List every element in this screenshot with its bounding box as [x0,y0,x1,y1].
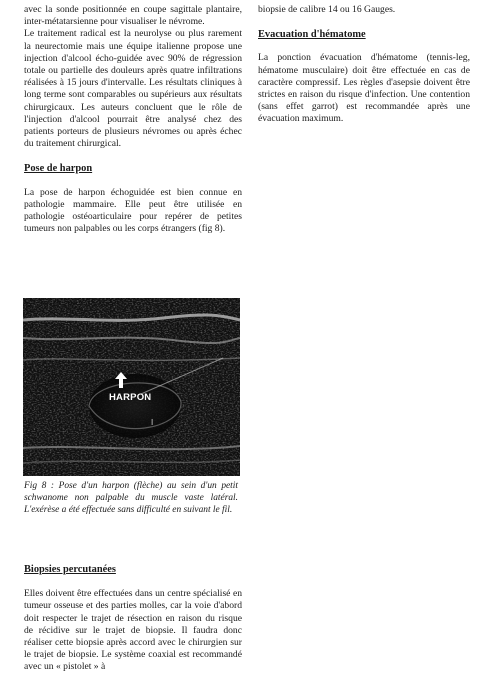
right-column [258,4,470,126]
harpon-label: HARPON [109,392,152,403]
section-heading-biopsies: Biopsies percutanées [24,564,116,575]
figure-caption: Fig 8 : Pose d'un harpon (flèche) au sein d'un petit schwanome non palpable du muscle vaste latéral. L'exérèse a été effectuée sans difficulté en suivant le fil. [24,481,238,515]
intro-paragraph: avec la sonde positionnée en coupe sagittale plantaire, inter-métatarsienne pour visualiser le névrome. [24,4,242,28]
biopsies-paragraph: Elles doivent être effectuées dans un centre spécialisé en tumeur osseuse et des parties molles, car la voie d'abord doit respecter le trajet de résection en raison du risque de récidive sur le trajet de biopsie. Il faudra donc réaliser cette biopsie après accord avec le chirurgien sur le trajet de biopsie. Le système coaxial est recommandé avec un « pistolet » à [24,588,242,673]
harpon-paragraph: La pose de harpon échoguidée est bien connue en pathologie mammaire. Elle peut être utilisée en pathologie ostéoarticulaire pour repérer de petites tumeurs non palpables ou les corps étrangers (fig 8). [24,186,242,235]
ultrasound-figure [23,298,240,476]
left-column [24,4,242,235]
hematome-paragraph: La ponction évacuation d'hématome (tennis-leg, hématome musculaire) doit être effectuée en cas de caractère compressif. Les règles d'asepsie doivent être strictes en raison du risque d'infection. Une contention (sans effet garrot) est recommandée après une évacuation maximum. [258,52,470,125]
section-heading-harpon: Pose de harpon [24,163,93,175]
ultrasound-image [23,298,240,476]
treatment-paragraph: Le traitement radical est la neurolyse ou plus rarement la neurectomie mais une équipe italienne propose une injection d'alcool écho-guidée avec 90% de régression totale ou partielle des douleurs après quatre infiltrations réalisées à 15 jours d'intervalle. Les résultats cliniques à long terme sont comparables ou supérieurs aux résultats chirurgicaux. Les auteurs concluent que le rôle de l'injection d'alcool pourrait être analysé chez des patients porteurs de plusieurs névromes ou après échec du traitement chirurgical. [24,28,242,150]
continuation-paragraph: biopsie de calibre 14 ou 16 Gauges. [258,4,396,15]
arrow-up-icon [115,372,127,388]
image-marker: I [151,418,154,427]
left-column-bottom [24,564,242,674]
section-heading-hematome: Evacuation d'hématome [258,29,366,41]
